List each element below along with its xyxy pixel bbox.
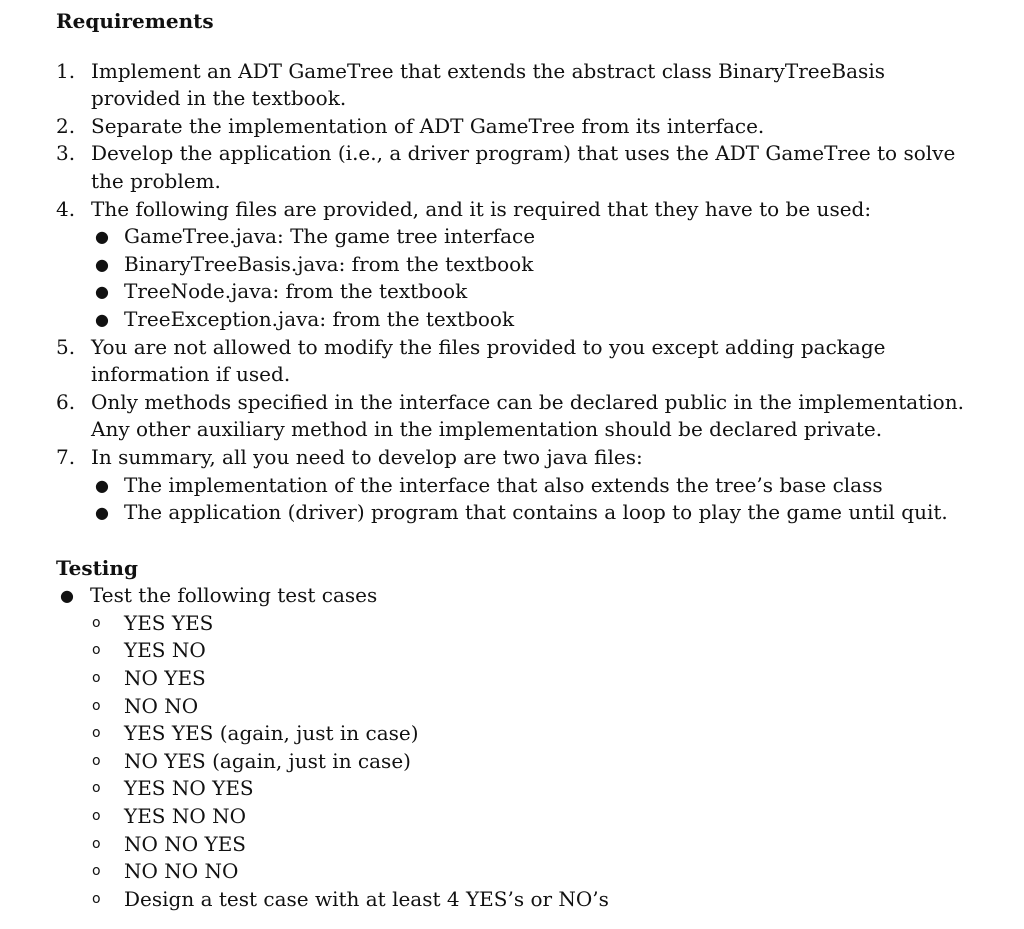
circle-bullet-icon: o	[92, 697, 101, 714]
requirement-text: In summary, all you need to develop are two java files:	[91, 444, 643, 469]
document	[56, 8, 976, 913]
bullet-icon: ●	[95, 503, 109, 523]
provided-file-text: TreeException.java: from the textbook	[124, 306, 515, 331]
circle-bullet-icon: o	[92, 780, 101, 797]
requirement-item	[56, 58, 976, 113]
testing-item	[56, 582, 976, 913]
bullet-icon: ●	[95, 475, 109, 495]
bullet-icon: ●	[60, 586, 74, 606]
circle-bullet-icon: o	[92, 642, 101, 659]
provided-file-item	[91, 251, 976, 279]
provided-file-text: TreeNode.java: from the textbook	[124, 279, 468, 304]
circle-bullet-icon: o	[92, 835, 101, 852]
requirement-item	[56, 334, 976, 389]
circle-bullet-icon: o	[92, 863, 101, 880]
test-case-text: NO NO	[124, 693, 199, 718]
test-case-item	[90, 665, 976, 693]
bullet-icon: ●	[95, 227, 109, 247]
bullet-icon: ●	[95, 254, 109, 274]
test-case-text: NO YES	[124, 666, 206, 691]
requirement-number: 7.	[56, 444, 76, 469]
provided-file-item	[91, 223, 976, 251]
testing-heading: Testing	[56, 555, 138, 580]
requirement-item	[56, 113, 976, 141]
circle-bullet-icon: o	[92, 890, 101, 907]
test-case-text: Design a test case with at least 4 YES’s or NO’s	[124, 886, 609, 911]
circle-bullet-icon: o	[92, 670, 101, 687]
requirement-item	[56, 444, 976, 527]
test-case-item	[90, 831, 976, 859]
requirement-item	[56, 196, 976, 334]
requirement-text: Implement an ADT GameTree that extends the abstract class BinaryTreeBasis provided in the textbook.	[91, 58, 885, 111]
requirement-number: 3.	[56, 141, 76, 166]
test-case-text: NO YES (again, just in case)	[124, 748, 411, 773]
deliverable-text: The implementation of the interface that also extends the tree’s base class	[124, 472, 883, 497]
requirement-text: Develop the application (i.e., a driver program) that uses the ADT GameTree to solve the problem.	[91, 141, 956, 193]
requirement-item	[56, 140, 976, 195]
requirement-number: 1.	[56, 58, 76, 83]
requirement-number: 6.	[56, 389, 76, 414]
test-case-item	[90, 886, 976, 914]
provided-file-text: BinaryTreeBasis.java: from the textbook	[124, 251, 534, 276]
provided-file-item	[91, 278, 976, 306]
test-case-item	[90, 803, 976, 831]
requirement-text: The following files are provided, and it is required that they have to be used:	[91, 196, 872, 221]
requirement-number: 2.	[56, 113, 76, 138]
test-case-item	[90, 693, 976, 721]
test-case-item	[90, 720, 976, 748]
deliverable-item	[91, 499, 976, 527]
circle-bullet-icon: o	[92, 614, 101, 631]
bullet-icon: ●	[95, 309, 109, 329]
deliverables-list	[91, 472, 976, 527]
provided-file-item	[91, 306, 976, 334]
requirements-heading: Requirements	[56, 9, 214, 33]
test-case-item	[90, 610, 976, 638]
requirement-item	[56, 389, 976, 444]
requirement-text: Only methods specified in the interface can be declared public in the implementation. Any other auxiliary method in the implementation should be declared private.	[91, 389, 964, 442]
test-case-item	[90, 775, 976, 803]
test-case-text: NO NO YES	[124, 831, 247, 856]
test-case-text: YES YES	[124, 610, 214, 635]
provided-files-list	[91, 223, 976, 333]
circle-bullet-icon: o	[92, 725, 101, 742]
test-cases-list	[90, 610, 976, 914]
circle-bullet-icon: o	[92, 752, 101, 769]
circle-bullet-icon: o	[92, 808, 101, 825]
testing-list	[56, 582, 976, 913]
deliverable-text: The application (driver) program that contains a loop to play the game until quit.	[124, 500, 948, 525]
test-case-text: YES NO NO	[124, 804, 247, 829]
requirement-number: 4.	[56, 196, 76, 221]
test-case-text: YES NO	[124, 638, 206, 663]
requirement-text: Separate the implementation of ADT GameTree from its interface.	[91, 113, 765, 138]
requirement-number: 5.	[56, 334, 76, 359]
deliverable-item	[91, 472, 976, 500]
bullet-icon: ●	[95, 282, 109, 302]
test-case-text: NO NO NO	[124, 859, 239, 884]
test-case-text: YES NO YES	[124, 776, 254, 801]
testing-text: Test the following test cases	[90, 583, 378, 608]
test-case-text: YES YES (again, just in case)	[124, 721, 419, 746]
requirement-text: You are not allowed to modify the files provided to you except adding package information if used.	[91, 334, 886, 387]
test-case-item	[90, 637, 976, 665]
test-case-item	[90, 748, 976, 776]
provided-file-text: GameTree.java: The game tree interface	[124, 224, 536, 249]
requirements-list	[56, 58, 976, 527]
test-case-item	[90, 858, 976, 886]
